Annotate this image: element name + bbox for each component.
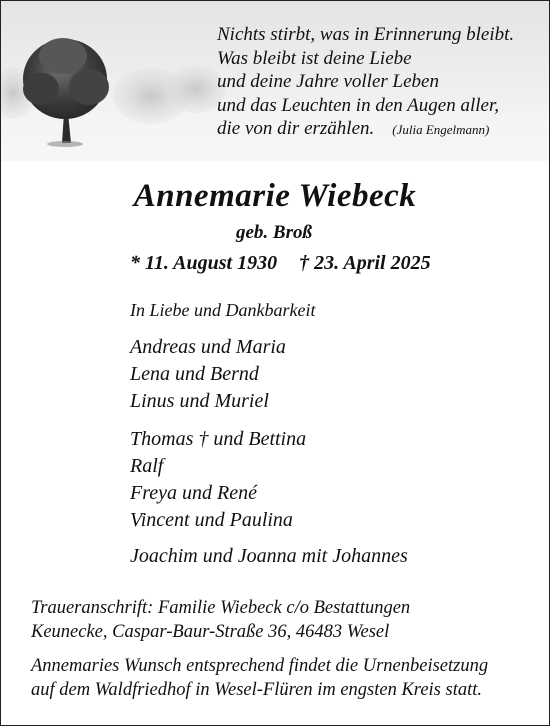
- life-dates: [130, 252, 431, 275]
- mourner-name: Thomas † und Bettina: [130, 428, 307, 450]
- mourner-name: Vincent und Paulina: [130, 509, 293, 531]
- mourners-group: [130, 543, 408, 570]
- mourners-intro: In Liebe und Dankbarkeit: [130, 300, 316, 320]
- death-date: † 23. April 2025: [299, 252, 431, 274]
- poem-line: Nichts stirbt, was in Erinnerung bleibt.: [217, 24, 515, 45]
- mourners-group: [130, 426, 306, 534]
- poem-line: Was bleibt ist deine Liebe: [217, 47, 412, 69]
- birth-date: * 11. August 1930: [130, 252, 278, 274]
- poem-line: und deine Jahre voller Leben: [217, 71, 439, 92]
- address-line: Traueranschrift: Familie Wiebeck c/o Bestattungen: [31, 598, 411, 618]
- mourner-name: Freya und René: [130, 482, 257, 504]
- poem-line-text: die von dir erzählen.: [217, 118, 375, 139]
- burial-note-line: auf dem Waldfriedhof in Wesel-Flüren im engsten Kreis statt.: [31, 680, 482, 700]
- burial-note-line: Annemaries Wunsch entsprechend findet die Urnenbeisetzung: [31, 656, 489, 676]
- poem-line-last: [217, 117, 547, 142]
- poem-author: (Julia Engelmann): [392, 122, 490, 137]
- header-image: [1, 1, 549, 161]
- poem-line: und das Leuchten in den Augen aller,: [217, 94, 499, 116]
- mourner-name: Lena und Bernd: [130, 363, 259, 385]
- mourner-name: Joachim und Joanna mit Johannes: [130, 545, 408, 567]
- mourner-name: Ralf: [130, 455, 164, 477]
- mourning-address: [31, 596, 541, 644]
- address-line: Keunecke, Caspar-Baur-Straße 36, 46483 Wesel: [31, 622, 390, 642]
- poem: [217, 23, 547, 142]
- deceased-name: Annemarie Wiebeck: [133, 178, 417, 214]
- mourner-name: Linus und Muriel: [130, 390, 269, 412]
- mourners-group: [130, 334, 286, 415]
- birth-name: geb. Broß: [236, 222, 312, 243]
- mourner-name: Andreas und Maria: [130, 336, 286, 358]
- burial-note: [31, 654, 541, 702]
